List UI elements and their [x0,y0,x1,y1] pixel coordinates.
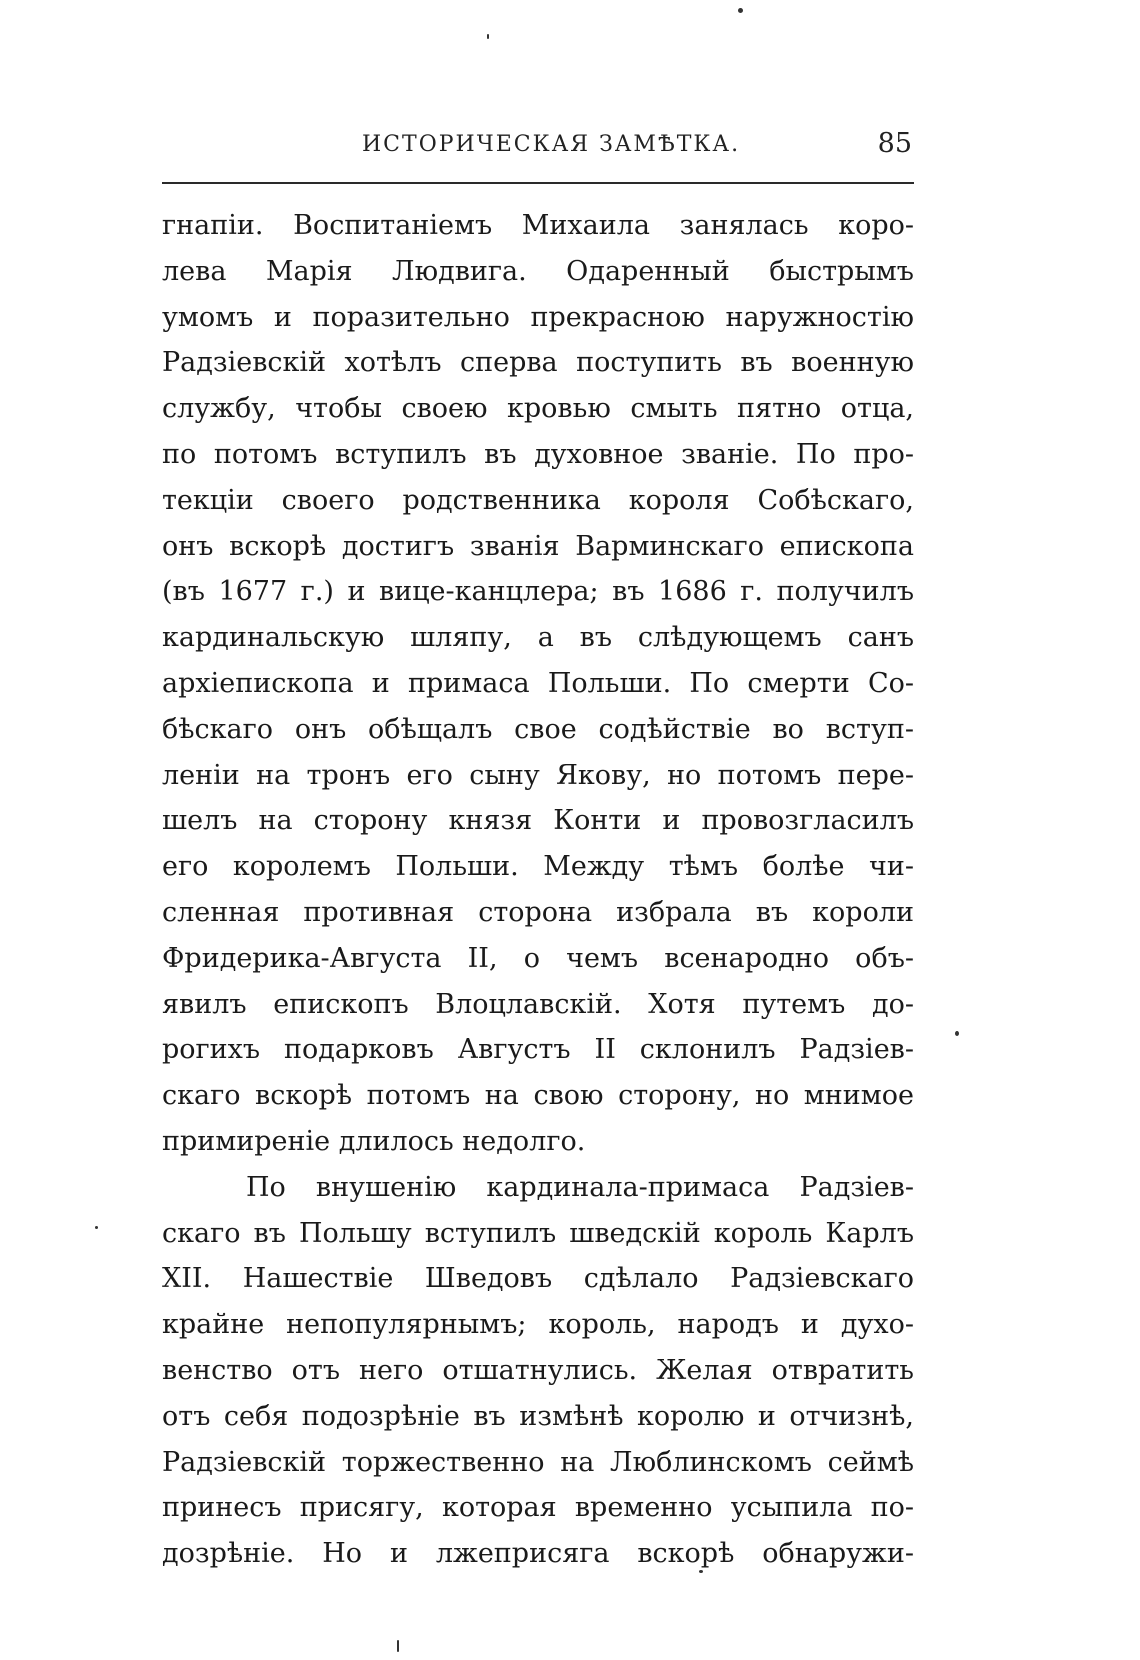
text-line: по потомъ вступилъ въ духовное званіе. По про- [162,438,914,470]
text-line: рогихъ подарковъ Августъ II склонилъ Радзіев- [162,1034,914,1066]
running-title: ИСТОРИЧЕСКАЯ ЗАМѢТКА. [362,132,741,157]
text-line: сленная противная сторона избрала въ короли [162,896,914,928]
text-line: гнапіи. Воспитаніемъ Михаила занялась коро- [162,210,914,241]
text-line: Фридерика-Августа II, о чемъ всенародно объ- [162,942,914,974]
paragraph-start-line: По внушенію кардинала-примаса Радзіев- [246,1171,914,1203]
text-line: службу, чтобы своею кровью смыть пятно отца, [162,393,914,425]
text-line: кардинальскую шляпу, а въ слѣдующемъ санъ [162,622,914,654]
text-line: леніи на тронъ его сыну Якову, но потомъ пере- [162,759,914,791]
text-line: крайне непопулярнымъ; король, народъ и духо- [162,1309,914,1341]
text-line: явилъ епископъ Влоцлавскій. Хотя путемъ до- [162,988,914,1020]
scan-speck [699,1570,703,1573]
body-text [162,203,914,1577]
paragraph-end-line: примиреніе длилось недолго. [162,1125,586,1157]
scan-speck [397,1640,399,1652]
text-line: его королемъ Польши. Между тѣмъ болѣе чи- [162,851,914,883]
text-line: венство отъ него отшатнулись. Желая отвратить [162,1354,914,1386]
text-line: скаго въ Польшу вступилъ шведскій король Карлъ [162,1217,914,1249]
scan-speck [955,1031,959,1036]
text-line: Радзіевскій торжественно на Люблинскомъ сеймѣ [162,1446,914,1478]
header-rule [162,182,914,184]
text-line: Радзіевскій хотѣлъ сперва поступить въ военную [162,347,914,379]
scan-speck [487,34,489,39]
page-header [162,128,912,168]
text-line: онъ вскорѣ достигъ званія Варминскаго епископа [162,530,914,562]
scan-speck [738,8,743,13]
text-line: текціи своего родственника короля Собѣскаго, [162,484,914,516]
page-number: 85 [877,128,912,159]
text-line: шелъ на сторону князя Конти и провозгласилъ [162,805,914,837]
text-line: принесъ присягу, которая временно усыпила по- [162,1492,914,1524]
text-line: дозрѣніе. Но и лжеприсяга вскорѣ обнаружи- [162,1538,914,1570]
text-line: бѣскаго онъ обѣщалъ свое содѣйствіе во вступ- [162,713,914,745]
text-line: отъ себя подозрѣніе въ измѣнѣ королю и отчизнѣ, [162,1400,914,1432]
text-line: умомъ и поразительно прекрасною наружностію [162,301,914,333]
text-line: архіепископа и примаса Польши. По смерти Со- [162,667,914,699]
text-line: лева Марія Людвига. Одаренный быстрымъ [162,255,914,287]
text-line: XII. Нашествіе Шведовъ сдѣлало Радзіевскаго [162,1263,914,1295]
text-line: (въ 1677 г.) и вице-канцлера; въ 1686 г. получилъ [162,576,914,608]
scan-speck [95,1226,98,1229]
text-line: скаго вскорѣ потомъ на свою сторону, но мнимое [162,1080,914,1112]
